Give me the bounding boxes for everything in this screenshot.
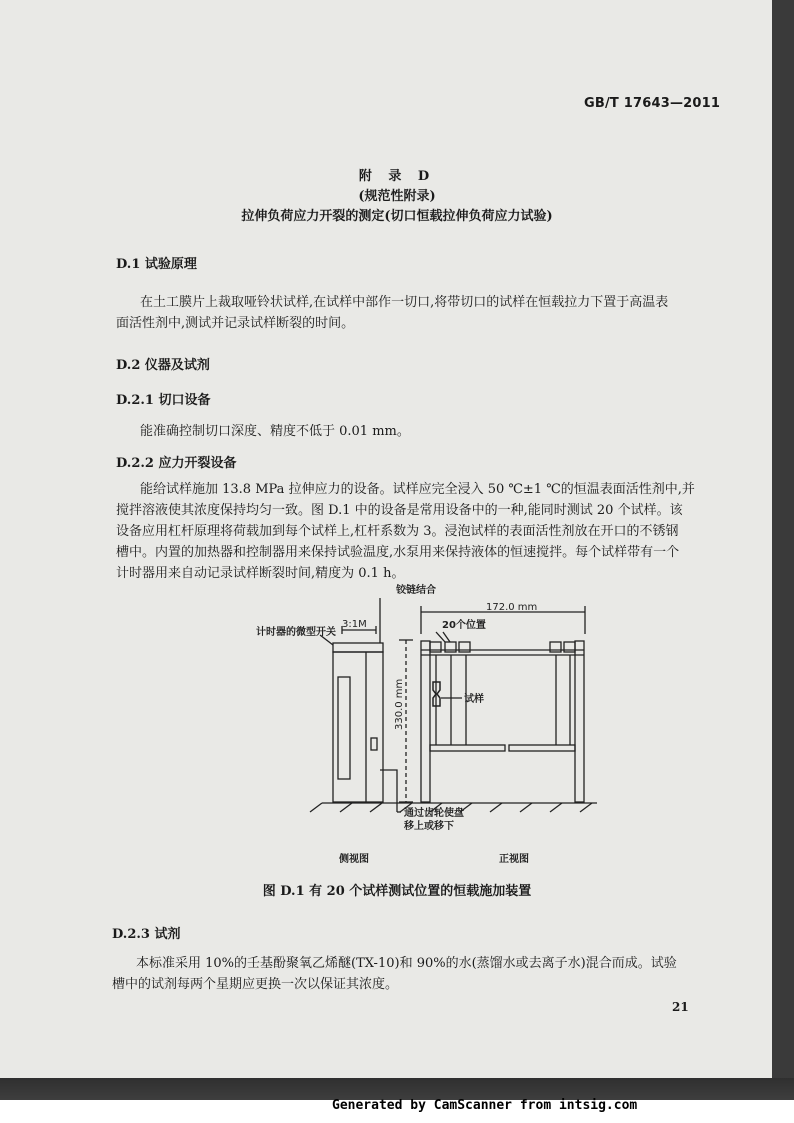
label-positions: 20个位置 [442, 620, 486, 631]
paragraph-line: 面活性剂中,测试并记录试样断裂的时间。 [116, 316, 355, 331]
heading-d2: D.2 仪器及试剂 [116, 358, 210, 373]
appendix-title: 附 录 D [358, 169, 436, 184]
label-side-view: 侧视图 [339, 854, 369, 865]
paragraph-line: 计时器用来自动记录试样断裂时间,精度为 0.1 h。 [116, 566, 405, 581]
paragraph-line: 在土工膜片上裁取哑铃状试样,在试样中部作一切口,将带切口的试样在恒载拉力下置于高温表 [140, 295, 669, 310]
label-gear-2: 移上或移下 [404, 821, 454, 832]
label-hinge: 铰链结合 [396, 585, 436, 596]
heading-d22: D.2.2 应力开裂设备 [116, 456, 237, 471]
heading-d1: D.1 试验原理 [116, 257, 197, 272]
paragraph-line: 搅拌溶液使其浓度保持均匀一致。图 D.1 中的设备是常用设备中的一种,能同时测试 20 个试样。该 [116, 503, 683, 518]
label-switch: 计时器的微型开关 [256, 627, 336, 638]
paragraph-line: 能给试样施加 13.8 MPa 拉伸应力的设备。试样应完全浸入 50 ℃±1 ℃的恒温表面活性剂中,并 [140, 482, 695, 497]
paragraph-line: 设备应用杠杆原理将荷载加到每个试样上,杠杆系数为 3。浸泡试样的表面活性剂放在开口的不锈钢 [116, 524, 679, 539]
paragraph-line: 槽中。内置的加热器和控制器用来保持试验温度,水泵用来保持液体的恒速搅拌。每个试样带有一个 [116, 545, 680, 560]
paragraph-line: 本标准采用 10%的壬基酚聚氧乙烯醚(TX-10)和 90%的水(蒸馏水或去离子水)混合而成。试验 [136, 956, 677, 971]
scan-edge-bottom [0, 1078, 794, 1100]
label-gear-1: 通过齿轮使盘 [404, 808, 464, 819]
appendix-name: 拉伸负荷应力开裂的测定(切口恒载拉伸负荷应力试验) [241, 209, 553, 224]
paragraph-line: 能准确控制切口深度、精度不低于 0.01 mm。 [140, 424, 410, 439]
generated-by-footer: Generated by CamScanner from intsig.com [332, 1098, 638, 1113]
paragraph-line: 槽中的试剂每两个星期应更换一次以保证其浓度。 [112, 977, 399, 992]
label-width: 172.0 mm [486, 602, 538, 613]
label-ratio: 3:1M [342, 619, 367, 630]
appendix-subtitle: (规范性附录) [358, 189, 436, 204]
heading-d23: D.2.3 试剂 [112, 927, 181, 942]
figure-d1-diagram [240, 582, 600, 872]
heading-d21: D.2.1 切口设备 [116, 393, 211, 408]
figure-caption: 图 D.1 有 20 个试样测试位置的恒载施加装置 [262, 884, 532, 899]
standard-code: GB/T 17643—2011 [584, 96, 721, 111]
label-front-view: 正视图 [499, 854, 529, 865]
page-number: 21 [672, 1000, 689, 1014]
label-specimen: 试样 [464, 694, 484, 705]
label-height: 330.0 mm [394, 678, 405, 730]
